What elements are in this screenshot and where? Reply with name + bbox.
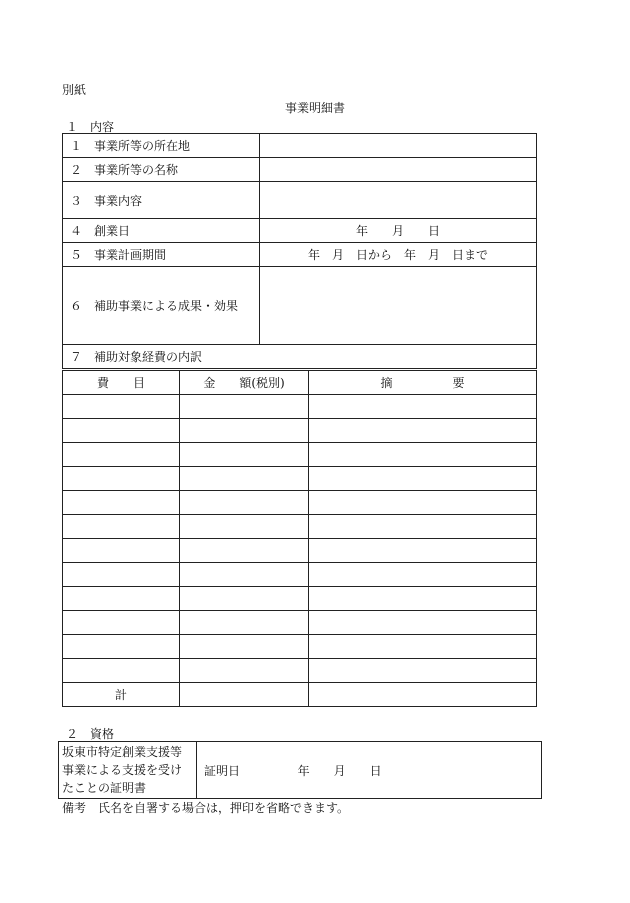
table-row bbox=[63, 587, 537, 611]
table-row bbox=[63, 611, 537, 635]
expense-cell-note[interactable] bbox=[309, 467, 537, 491]
table-row bbox=[63, 467, 537, 491]
certificate-date-label: 証明日 bbox=[204, 763, 241, 778]
content-table bbox=[62, 133, 537, 369]
expense-cell-item[interactable] bbox=[63, 419, 180, 443]
content-value-business[interactable] bbox=[260, 182, 537, 219]
expense-cell-item[interactable] bbox=[63, 587, 180, 611]
expense-header-row bbox=[63, 371, 537, 395]
table-row bbox=[63, 539, 537, 563]
content-row-business bbox=[63, 182, 537, 219]
expense-cell-note[interactable] bbox=[309, 515, 537, 539]
expense-header-amount: 金 額(税別) bbox=[180, 371, 309, 395]
content-value-founding-date[interactable]: 年 月 日 bbox=[260, 219, 537, 243]
content-row-founding-date bbox=[63, 219, 537, 243]
table-row bbox=[63, 563, 537, 587]
expense-cell-item[interactable] bbox=[63, 539, 180, 563]
expense-cell-item[interactable] bbox=[63, 563, 180, 587]
expense-cell-amount[interactable] bbox=[180, 419, 309, 443]
expense-cell-note[interactable] bbox=[309, 611, 537, 635]
expense-cell-amount[interactable] bbox=[180, 587, 309, 611]
certificate-date-fields[interactable]: 年 月 日 bbox=[297, 763, 382, 778]
expense-cell-note[interactable] bbox=[309, 635, 537, 659]
certificate-label-line: たことの証明書 bbox=[62, 781, 147, 795]
expense-total-amount[interactable] bbox=[180, 683, 309, 707]
expense-cell-note[interactable] bbox=[309, 659, 537, 683]
content-label-business: ３ 事業内容 bbox=[63, 182, 260, 219]
table-row bbox=[63, 419, 537, 443]
table-row bbox=[63, 395, 537, 419]
content-row-outcome bbox=[63, 267, 537, 345]
expense-total-row bbox=[63, 683, 537, 707]
expense-cell-item[interactable] bbox=[63, 467, 180, 491]
document-title: 事業明細書 bbox=[284, 101, 345, 115]
certificate-label-line: 坂東市特定創業支援等 bbox=[62, 745, 183, 759]
table-row bbox=[63, 443, 537, 467]
expense-table bbox=[62, 370, 537, 707]
content-label-outcome: ６ 補助事業による成果・効果 bbox=[63, 267, 260, 345]
content-value-name[interactable] bbox=[260, 158, 537, 182]
expense-cell-amount[interactable] bbox=[180, 635, 309, 659]
expense-cell-amount[interactable] bbox=[180, 395, 309, 419]
expense-cell-note[interactable] bbox=[309, 419, 537, 443]
expense-cell-item[interactable] bbox=[63, 659, 180, 683]
content-label-location: １ 事業所等の所在地 bbox=[63, 134, 260, 158]
content-label-plan-period: ５ 事業計画期間 bbox=[63, 243, 260, 267]
expense-cell-note[interactable] bbox=[309, 587, 537, 611]
table-row bbox=[63, 659, 537, 683]
content-value-plan-period[interactable]: 年 月 日から 年 月 日まで bbox=[260, 243, 537, 267]
expense-total-label: 計 bbox=[63, 683, 180, 707]
content-label-founding-date: ４ 創業日 bbox=[63, 219, 260, 243]
content-value-outcome[interactable] bbox=[260, 267, 537, 345]
content-row-name bbox=[63, 158, 537, 182]
content-row-plan-period bbox=[63, 243, 537, 267]
expense-cell-note[interactable] bbox=[309, 539, 537, 563]
breakdown-label: ７ 補助対象経費の内訳 bbox=[63, 345, 537, 369]
expense-cell-amount[interactable] bbox=[180, 659, 309, 683]
expense-cell-item[interactable] bbox=[63, 611, 180, 635]
expense-cell-note[interactable] bbox=[309, 395, 537, 419]
expense-total-note[interactable] bbox=[309, 683, 537, 707]
content-label-name: ２ 事業所等の名称 bbox=[63, 158, 260, 182]
remarks-note: 備考 氏名を自署する場合は，押印を省略できます。 bbox=[62, 801, 350, 815]
expense-cell-amount[interactable] bbox=[180, 443, 309, 467]
expense-header-note: 摘 要 bbox=[309, 371, 537, 395]
table-row bbox=[63, 635, 537, 659]
content-value-location[interactable] bbox=[260, 134, 537, 158]
section2-heading: ２ 資格 bbox=[66, 727, 115, 741]
table-row bbox=[63, 491, 537, 515]
expense-cell-item[interactable] bbox=[63, 635, 180, 659]
certificate-label bbox=[59, 742, 197, 799]
table-row bbox=[63, 515, 537, 539]
section1-heading: １ 内容 bbox=[66, 120, 115, 134]
expense-cell-note[interactable] bbox=[309, 563, 537, 587]
expense-cell-amount[interactable] bbox=[180, 539, 309, 563]
certificate-label-line: 事業による支援を受け bbox=[62, 763, 183, 777]
expense-cell-amount[interactable] bbox=[180, 611, 309, 635]
content-row-breakdown bbox=[63, 345, 537, 369]
expense-cell-amount[interactable] bbox=[180, 563, 309, 587]
expense-cell-note[interactable] bbox=[309, 443, 537, 467]
expense-cell-item[interactable] bbox=[63, 395, 180, 419]
expense-cell-amount[interactable] bbox=[180, 467, 309, 491]
expense-cell-item[interactable] bbox=[63, 443, 180, 467]
expense-cell-note[interactable] bbox=[309, 491, 537, 515]
certificate-row bbox=[59, 742, 542, 799]
expense-cell-amount[interactable] bbox=[180, 491, 309, 515]
certificate-table bbox=[58, 741, 542, 799]
expense-cell-amount[interactable] bbox=[180, 515, 309, 539]
expense-header-item: 費 目 bbox=[63, 371, 180, 395]
expense-cell-item[interactable] bbox=[63, 491, 180, 515]
content-row-location bbox=[63, 134, 537, 158]
annex-label: 別紙 bbox=[62, 83, 87, 97]
certificate-date-cell[interactable] bbox=[197, 742, 542, 799]
expense-cell-item[interactable] bbox=[63, 515, 180, 539]
